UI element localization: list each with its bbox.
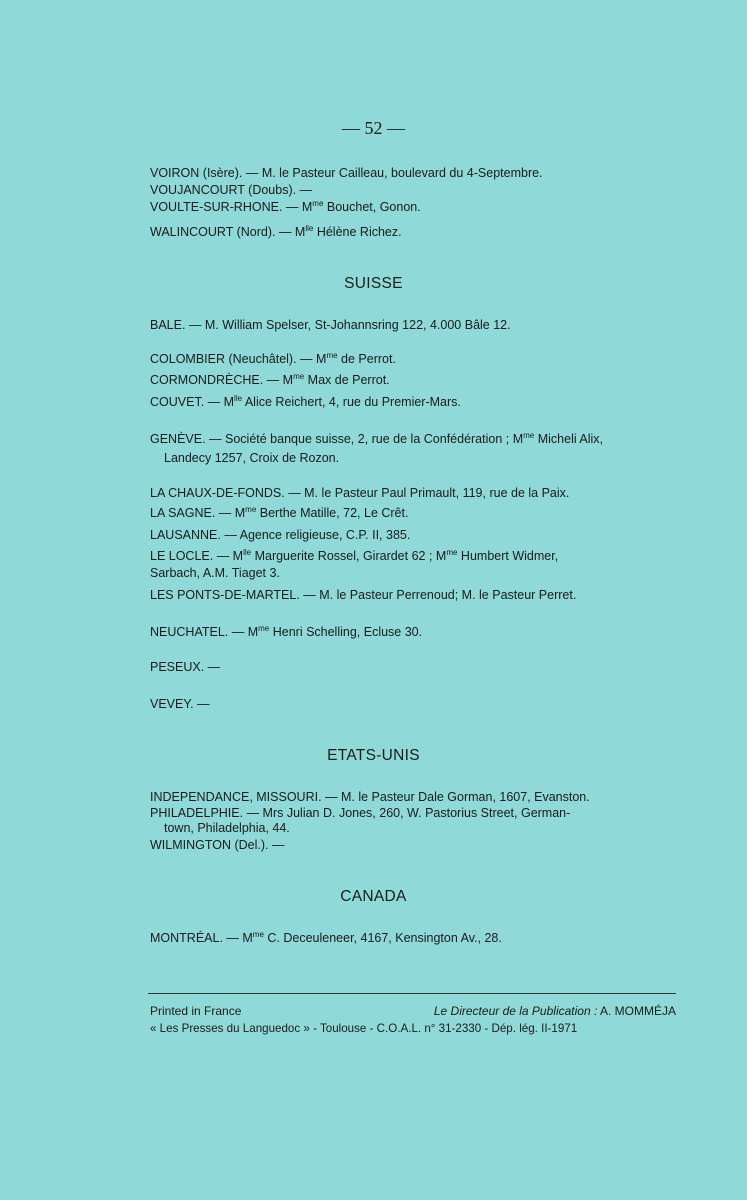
entry-couvet: COUVET. — $M^{lle}$ Alice Reichert, 4, rue du Premier-Mars. (150, 394, 461, 409)
entry-le-locle: LE LOCLE. — $M^{lle}$ Marguerite Rossel, Girardet 62 ; $M^{me}$ Humbert Widmer, Sarbach, A.M. Tiaget 3. (150, 548, 559, 580)
printed-in-france: Printed in France (150, 1004, 242, 1018)
entry-cormondreche: CORMONDRÈCHE. — $M^{me}$ Max de Perrot. (150, 372, 390, 387)
entry-les-ponts-de-martel: LES PONTS-DE-MARTEL. — M. le Pasteur Perrenoud; M. le Pasteur Perret. (150, 588, 577, 602)
entry-la-chaux-de-fonds: LA CHAUX-DE-FONDS. — M. le Pasteur Paul Primault, 119, rue de la Paix. (150, 486, 570, 500)
page-number: — 52 — (342, 118, 405, 138)
entry-walincourt: WALINCOURT (Nord). — $M^{lle}$ Hélène Richez. (150, 224, 402, 239)
entry-vevey: VEVEY. — (150, 697, 210, 711)
footer-rule (148, 993, 676, 994)
entry-wilmington: WILMINGTON (Del.). — (150, 838, 285, 852)
entry-bale: BALE. — M. William Spelser, St-Johannsring 122, 4.000 Bâle 12. (150, 318, 511, 332)
entry-geneve: GENÈVE. — Société banque suisse, 2, rue de la Confédération ; $M^{me}$ Micheli Alix, Landecy 1257, Croix de Rozon. (150, 431, 604, 465)
entry-peseux: PESEUX. — (150, 660, 221, 674)
entry-neuchatel: NEUCHATEL. — $M^{me}$ Henri Schelling, Ecluse 30. (150, 624, 423, 639)
section-heading-etats-unis: ETATS-UNIS (327, 747, 420, 764)
section-heading-canada: CANADA (340, 888, 407, 905)
entry-colombier: COLOMBIER (Neuchâtel). — $M^{me}$ de Perrot. (150, 351, 396, 366)
footer-line-1 (150, 1004, 676, 1018)
publication-director: Le Directeur de la Publication : A. MOMMÉJA (433, 1004, 676, 1018)
entry-voulte-sur-rhone: VOULTE-SUR-RHONE. — $M^{me}$ Bouchet, Gonon. (150, 199, 421, 214)
entry-la-sagne: LA SAGNE. — $M^{me}$ Berthe Matille, 72, Le Crêt. (150, 505, 409, 520)
entry-independance: INDEPENDANCE, MISSOURI. — M. le Pasteur Dale Gorman, 1607, Evanston. (150, 790, 590, 804)
entry-philadelphie: PHILADELPHIE. — Mrs Julian D. Jones, 260, W. Pastorius Street, German- town, Philadelphia, 44. (150, 806, 571, 835)
section-heading-suisse: SUISSE (344, 275, 403, 292)
entry-voujancourt: VOUJANCOURT (Doubs). — (150, 183, 313, 197)
entry-lausanne: LAUSANNE. — Agence religieuse, C.P. II, 385. (150, 528, 411, 542)
footer-imprint: « Les Presses du Languedoc » - Toulouse - C.O.A.L. n° 31-2330 - Dép. lég. II-1971 (150, 1022, 578, 1035)
entry-voiron: VOIRON (Isère). — M. le Pasteur Cailleau, boulevard du 4-Septembre. (150, 166, 543, 180)
entry-montreal: MONTRÉAL. — $M^{me}$ C. Deceuleneer, 4167, Kensington Av., 28. (150, 930, 502, 945)
